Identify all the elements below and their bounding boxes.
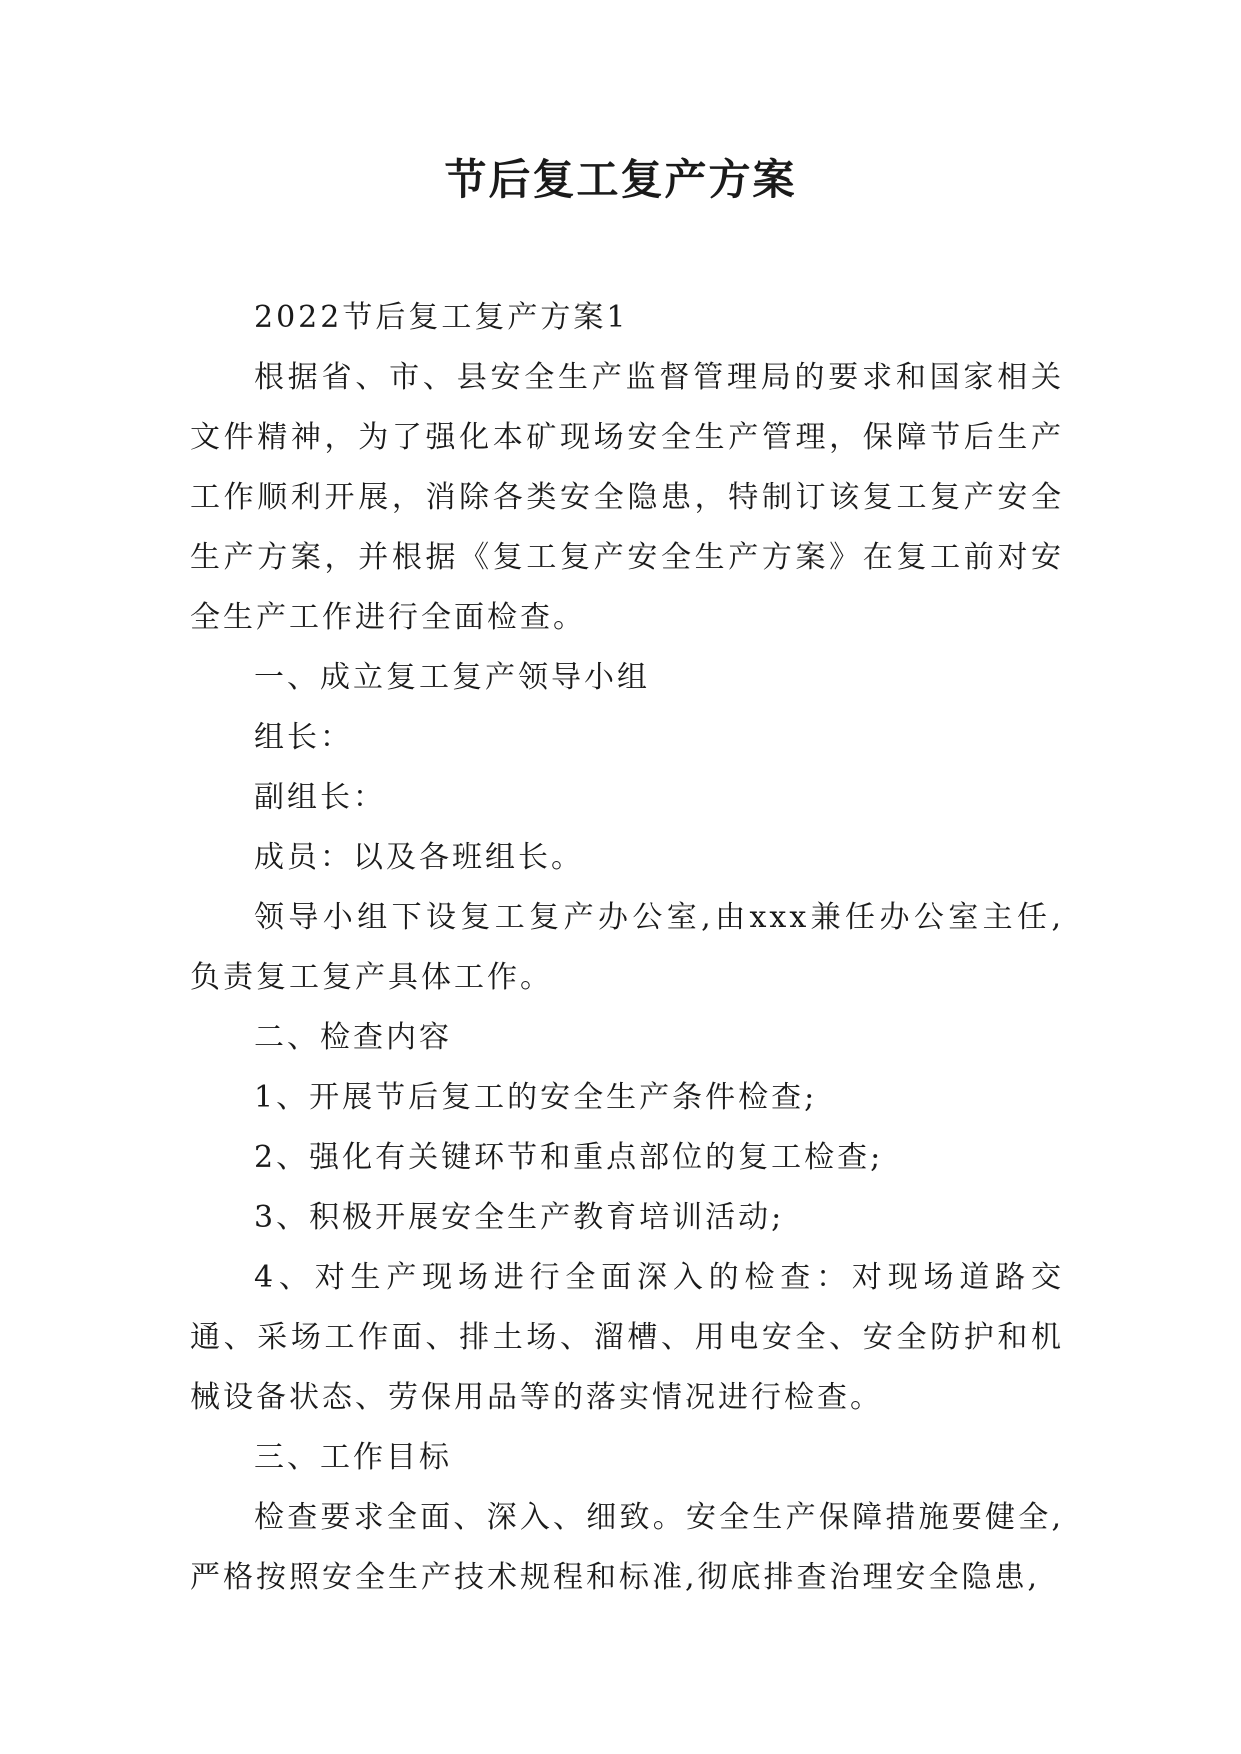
- document-body: [190, 288, 1064, 1608]
- document-title: 节后复工复产方案: [444, 155, 797, 204]
- paragraph-deputy-leader: 副组长：: [254, 780, 386, 815]
- paragraph-members: 成员：以及各班组长。: [254, 840, 584, 875]
- list-item-3: 3、积极开展安全生产教育培训活动;: [254, 1200, 785, 1235]
- paragraph-office: 领导小组下设复工复产办公室,由xxx兼任办公室主任,负责复工复产具体工作。: [190, 900, 1064, 995]
- paragraph-heading-version: 2022节后复工复产方案1: [254, 300, 629, 335]
- list-item-4: 4、对生产现场进行全面深入的检查：对现场道路交通、采场工作面、排土场、溜槽、用电安全、安全防护和机械设备状态、劳保用品等的落实情况进行检查。: [190, 1260, 1064, 1415]
- list-item-2: 2、强化有关键环节和重点部位的复工检查;: [254, 1140, 884, 1175]
- paragraph-intro: 根据省、市、县安全生产监督管理局的要求和国家相关文件精神，为了强化本矿现场安全生产管理，保障节后生产工作顺利开展，消除各类安全隐患，特制订该复工复产安全生产方案，并根据《复工复产安全生产方案》在复工前对安全生产工作进行全面检查。: [190, 360, 1064, 635]
- section-heading-work-goals: 三、工作目标: [254, 1440, 452, 1475]
- section-heading-leadership-group: 一、成立复工复产领导小组: [254, 660, 650, 695]
- list-item-1: 1、开展节后复工的安全生产条件检查;: [254, 1080, 818, 1115]
- paragraph-goals: 检查要求全面、深入、细致。安全生产保障措施要健全,严格按照安全生产技术规程和标准,彻底排查治理安全隐患,: [190, 1500, 1064, 1595]
- section-heading-inspection-content: 二、检查内容: [254, 1020, 452, 1055]
- paragraph-group-leader: 组长：: [254, 720, 353, 755]
